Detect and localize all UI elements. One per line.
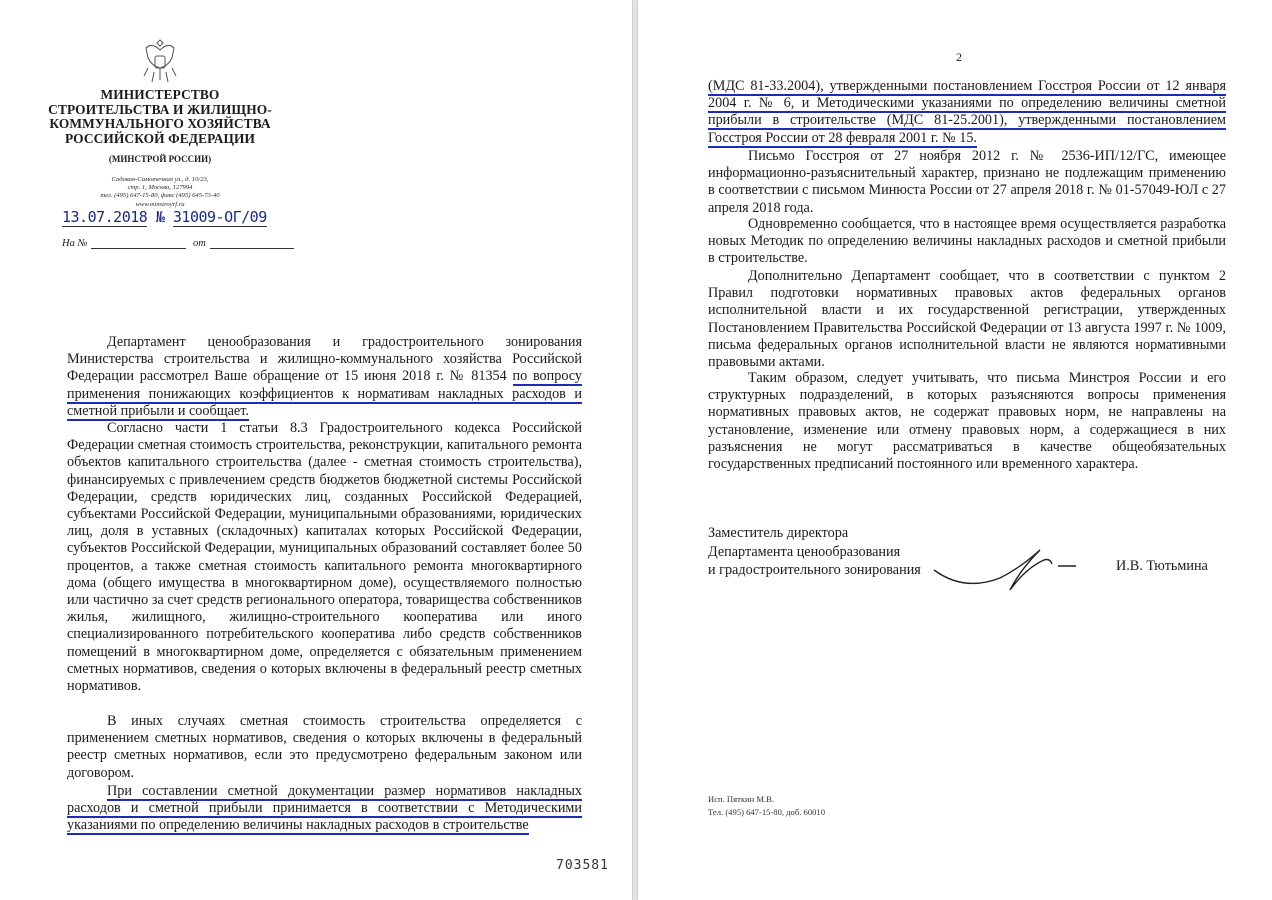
highlighted-text: по вопросу применения понижающих коэффициентов к нормативам накладных расходов и сметной прибыли и сообщает.: [67, 368, 582, 419]
paragraph-conclusion: Таким образом, следует учитывать, что письма Минстроя России и его структурных подразделений, в которых разъясняются вопросы применения нормативных правовых актов, не содержат правовых норм, не направлены на установление, изменение или отмену правовых норм, а содержащиеся в них разъяснения не могут рассматриваться в качестве общеобязательных государственных предписаний постоянного или временного характера.: [708, 370, 1226, 473]
paragraph-legal-status: Дополнительно Департамент сообщает, что в соответствии с пунктом 2 Правил подготовки нормативных правовых актов федеральных органов исполнительной власти и их государственной регистрации, утвержденных Постановлением Правительства Российской Федерации от 13 августа 1997 г. № 1009, письма федеральных органов исполнительной власти не являются нормативными правовыми актами.: [708, 268, 1226, 371]
paragraph-new-methods: Одновременно сообщается, что в настоящее время осуществляется разработка новых Методик по определению величины накладных расходов и сметной прибыли в строительстве.: [708, 216, 1226, 267]
signatory-name: И.В. Тютьмина: [1116, 558, 1208, 574]
ministry-short-name: (МИНСТРОЙ РОССИИ): [108, 154, 212, 164]
handwritten-signature-icon: [928, 540, 1098, 592]
paragraph-gosstroy-letter: Письмо Госстроя от 27 ноября 2012 г. № 2536-ИП/12/ГС, имеющее информационно-разъяснительный характер, признано не подлежащим применению в соответствии с письмом Минюста России от 27 апреля 2018 г. № 01-57049-ЮЛ с 27 апреля 2018 года.: [708, 148, 1226, 216]
coat-of-arms-icon: [138, 34, 182, 86]
paragraph-mds-references: [708, 78, 1226, 147]
reference-number-label: №: [155, 208, 165, 226]
reference-date: 13.07.2018: [62, 208, 148, 226]
letter-page-2: [638, 0, 1272, 900]
paragraph-intro: Департамент ценообразования и градостроительного зонирования Министерства строительства и жилищно-коммунального хозяйства Российской Федерации рассмотрел Ваше обращение от 15 июня 2018 г. № 81354 по вопросу применения понижающих коэффициентов к нормативам накладных расходов и сметной прибыли и сообщает.: [67, 334, 582, 419]
outgoing-reference: [62, 208, 267, 226]
document-serial-number: 703581: [556, 858, 609, 873]
incoming-reference: На № от: [62, 238, 298, 249]
highlighted-text: При составлении сметной документации размер нормативов накладных расходов и сметной прибыли принимается в соответствии с Методическими указаниями по определению величины накладных расходов в строительстве: [67, 783, 582, 834]
reference-number: 31009-ОГ/09: [172, 208, 267, 226]
signatory-title: Заместитель директора Департамента ценообразования и градостроительного зонирования: [708, 525, 921, 579]
paragraph-other-cases: В иных случаях сметная стоимость строительства определяется с применением сметных нормативов, сведения о которых включены в федеральный реестр сметных нормативов, если это предусмотрено федеральным законом или договором.: [67, 713, 582, 781]
paragraph-methodology: [67, 783, 582, 835]
highlighted-text: (МДС 81-33.2004), утвержденными постановлением Госстроя России от 12 января 2004 г. № 6, и Методическими указаниями по определению величины сметной прибыли в строительстве (МДС 81-25.2001), утвержденными постановлением Госстроя России от 28 февраля 2001 г. № 15.: [708, 78, 1226, 146]
ministry-address: Садовая-Самотечная ул., д. 10/23, стр. 1, Москва, 127994 тел. (495) 647-15-80, факс (495) 645-73-40 www.minstroyrf.ru: [100, 176, 220, 208]
letter-page-1: [0, 0, 632, 900]
paragraph-article-8-3: Согласно части 1 статьи 8.3 Градостроительного кодекса Российской Федерации сметная стоимость строительства, реконструкции, капитального ремонта объектов капитального строительства (далее - сметная стоимость строительства), финансируемых с привлечением средств бюджетов бюджетной системы Российской Федерации, средств юридических лиц, созданных Российской Федерацией, субъектами Российской Федерации, муниципальными образованиями, юридических лиц, доля в уставных (складочных) капиталах которых Российской Федерации, субъектов Российской Федерации, муниципальных образований составляет более 50 процентов, а также сметная стоимость капитального ремонта многоквартирного дома (общего имущества в многоквартирном доме), осуществляемого полностью или частично за счет средств регионального оператора, товарищества собственников жилья, жилищного, жилищно-строительного кооператива или иного специализированного потребительского кооператива либо средств собственников помещений в многоквартирном доме, определяется с обязательным применением сметных нормативов, сведения о которых включены в федеральный реестр сметных нормативов.: [67, 420, 582, 695]
ministry-name: МИНИСТЕРСТВО СТРОИТЕЛЬСТВА И ЖИЛИЩНО- КОММУНАЛЬНОГО ХОЗЯЙСТВА РОССИЙСКОЙ ФЕДЕРАЦИИ: [48, 87, 272, 146]
page-number: 2: [956, 50, 962, 64]
executor-info: Исп. Пяткин М.В. Тел. (495) 647-15-80, доб. 60010: [708, 794, 826, 817]
